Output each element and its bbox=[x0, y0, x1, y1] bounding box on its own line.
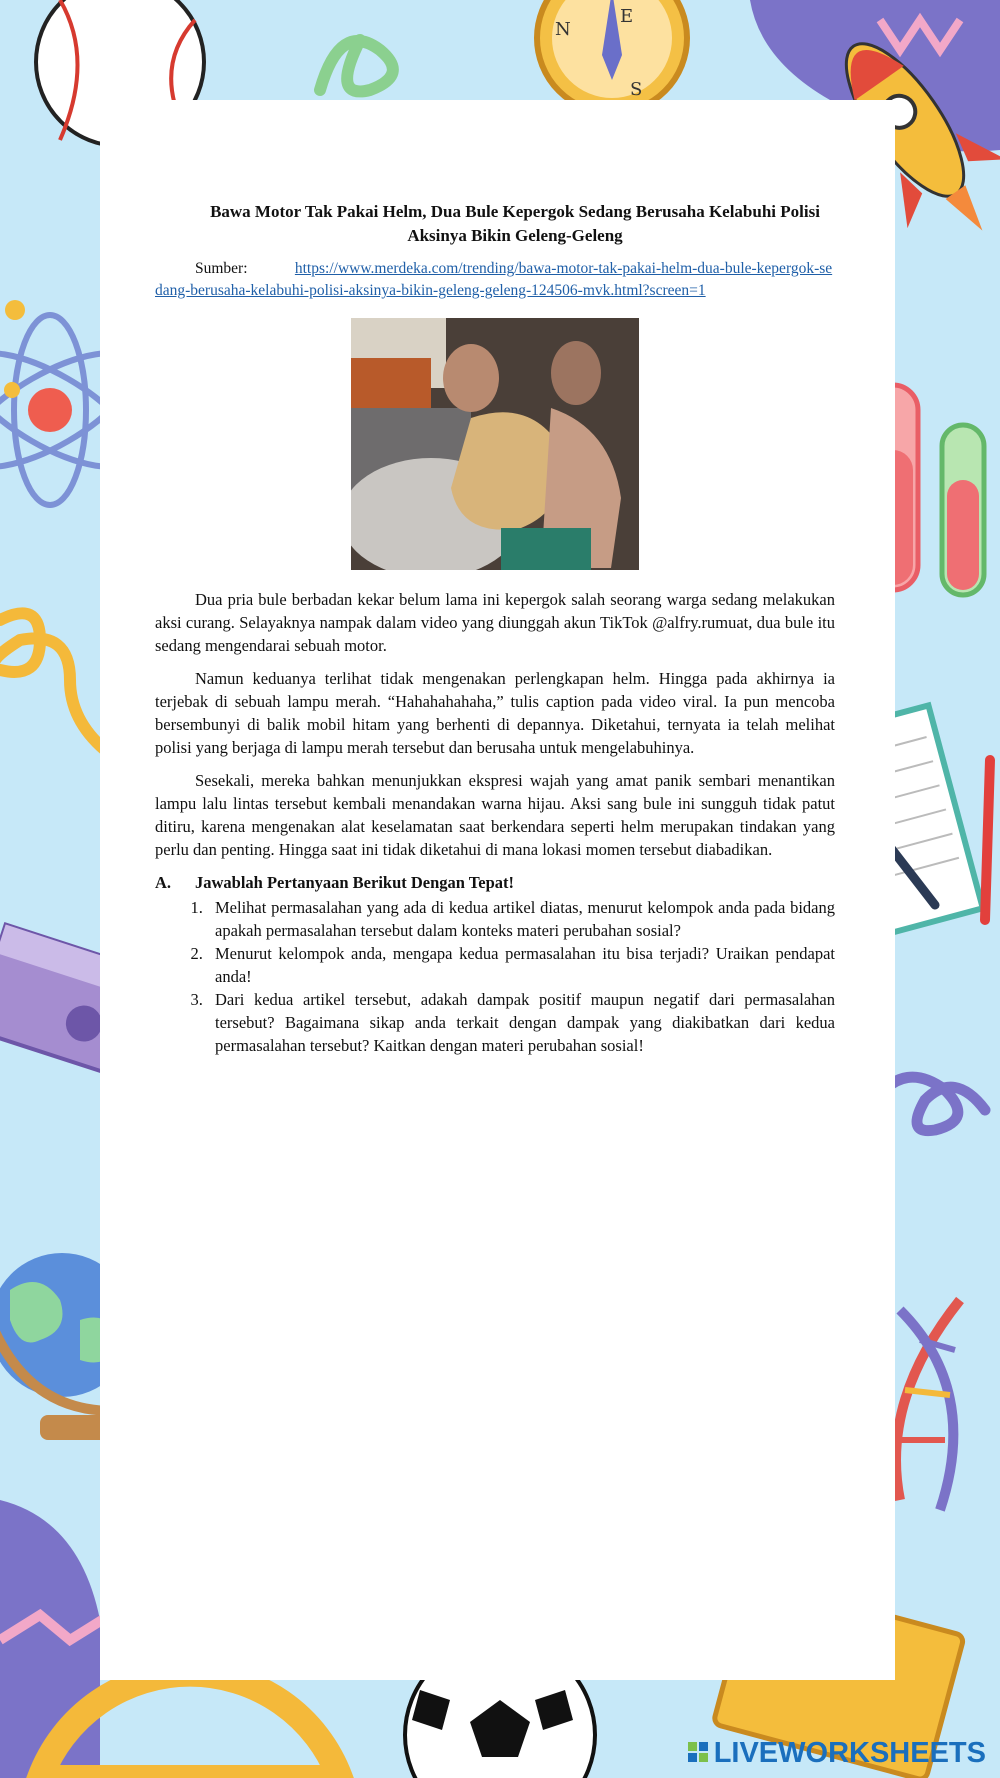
compass-letter-n: N bbox=[555, 19, 571, 40]
article-paragraph-1: Dua pria bule berbadan kekar belum lama ini kepergok salah seorang warga sedang melakukan aksi curang. Selayaknya nampak dalam video yang diunggah akun TikTok @alfry.rumuat, dua bule itu sedang mengendarai sebuah motor. bbox=[155, 590, 835, 655]
section-heading-text: Jawablah Pertanyaan Berikut Dengan Tepat! bbox=[195, 873, 515, 892]
compass-letter-s: S bbox=[630, 79, 643, 100]
compass-letter-e: E bbox=[620, 6, 634, 27]
dna-icon bbox=[896, 1300, 960, 1510]
squiggle-green-icon bbox=[320, 40, 393, 91]
squiggle-orange-icon bbox=[0, 613, 105, 750]
question-item-2: 2. Menurut kelompok anda, mengapa kedua permasalahan itu bisa terjadi? Uraikan pendapat anda! bbox=[207, 942, 835, 988]
question-item-1: 1. Melihat permasalahan yang ada di kedua artikel diatas, menurut kelompok anda pada bidang apakah permasalahan tersebut dalam konteks materi perubahan sosial? bbox=[207, 896, 835, 942]
question-list bbox=[155, 896, 835, 1057]
article-paragraph-2: Namun keduanya terlihat tidak mengenakan perlengkapan helm. Hingga pada akhirnya ia terjebak di sebuah lampu merah. “Hahahahahaha,” tulis caption pada video viral. Ia pun mencoba bersembunyi di balik mobil hitam yang berhenti di depannya. Diketahui, ternyata ia telah melihat polisi yang berjaga di lampu merah tersebut dan berusaha untuk mengelabuhinya. bbox=[155, 669, 835, 757]
source-link[interactable]: https://www.merdeka.com/trending/bawa-motor-tak-pakai-helm-dua-bule-kepergok-sedang-berusaha-kelabuhi-polisi-aksinya-bikin-geleng-geleng-124506-mvk.html?screen=1 bbox=[155, 260, 833, 299]
article-photo bbox=[351, 318, 639, 570]
section-heading bbox=[155, 871, 835, 894]
article-title: Bawa Motor Tak Pakai Helm, Dua Bule Kepergok Sedang Berusaha Kelabuhi Polisi Aksinya Bikin Geleng-Geleng bbox=[210, 202, 820, 245]
brand-name: LIVEWORKSHEETS bbox=[713, 1737, 986, 1769]
liveworksheets-logo[interactable] bbox=[688, 1737, 986, 1770]
source-label: Sumber: bbox=[195, 260, 248, 277]
question-item-3: 3. Dari kedua artikel tersebut, adakah dampak positif maupun negatif dari permasalahan tersebut? Bagaimana sikap anda terkait dengan dampak yang diakibatkan dari kedua permasalahan tersebut? Kaitkan dengan materi perubahan sosial! bbox=[207, 988, 835, 1057]
worksheet-page bbox=[100, 100, 895, 1680]
worksheet-content bbox=[155, 200, 835, 1057]
section-letter: A. bbox=[155, 873, 172, 892]
article-source bbox=[155, 258, 835, 302]
liveworksheets-mark-icon bbox=[688, 1742, 710, 1766]
article-paragraph-3: Sesekali, mereka bahkan menunjukkan ekspresi wajah yang amat panik sembari menantikan lampu lalu lintas tersebut kembali menandakan warna hijau. Aksi sang bule ini sungguh tidak patut ditiru, karena mengenakan alat keselamatan saat berkendara seperti helm merupakan tindakan yang perlu dan penting. Hingga saat ini tidak diketahui di mana lokasi momen tersebut diabadikan. bbox=[155, 771, 835, 859]
compass-icon bbox=[537, 0, 687, 113]
pen-red-icon bbox=[985, 760, 990, 920]
